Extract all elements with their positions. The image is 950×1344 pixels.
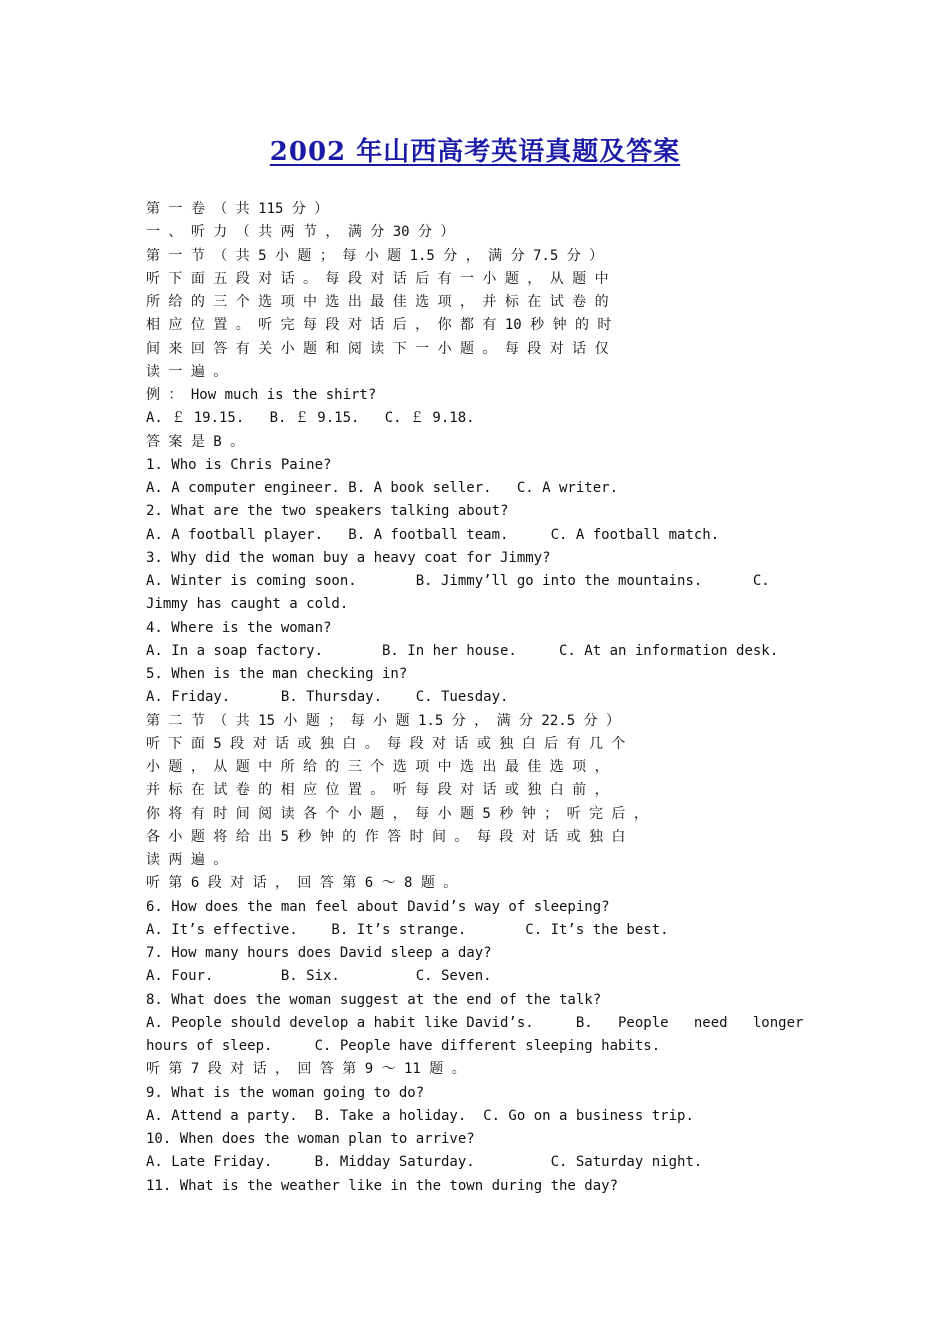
text-line: A. It’s effective. B. It’s strange. C. It’s the best. xyxy=(146,921,669,938)
text-line: Jimmy has caught a cold. xyxy=(146,596,349,613)
text-line: 7. How many hours does David sleep a day? xyxy=(146,945,492,961)
text-line: A. Four. B. Six. C. Seven. xyxy=(146,968,492,985)
text-line: 11. What is the weather like in the town during the day? xyxy=(146,1177,619,1194)
text-line: A. Attend a party. B. Take a holiday. C. Go on a business trip. xyxy=(146,1107,694,1124)
text-line: 3. Why did the woman buy a heavy coat for Jimmy? xyxy=(146,549,551,566)
text-line: 2. What are the two speakers talking about? xyxy=(146,503,509,520)
text-line: A. A computer engineer. B. A book seller. C. A writer. xyxy=(146,480,619,496)
text-line: A. ￡ 19.15. B. ￡ 9.15. C. ￡ 9.18. xyxy=(146,410,475,427)
text-line: 读 两 遍 。 xyxy=(146,852,228,868)
text-line: 你 将 有 时 间 阅 读 各 个 小 题 ， 每 小 题 5 秒 钟 ； 听 完 后 ， xyxy=(146,805,648,822)
text-line: 6. How does the man feel about David’s way of sleeping? xyxy=(146,898,610,915)
text-line: 所 给 的 三 个 选 项 中 选 出 最 佳 选 项 ， 并 标 在 试 卷 的 xyxy=(146,294,609,310)
text-line: A. Winter is coming soon. B. Jimmy’ll go into the mountains. C. xyxy=(146,573,770,589)
page-title: 2002 年山西高考英语真题及答案 xyxy=(269,137,681,167)
text-line: 第 一 卷 （ 共 115 分 ） xyxy=(146,201,329,217)
text-line: A. In a soap factory. B. In her house. C. At an information desk. xyxy=(146,642,779,659)
text-line: 听 第 7 段 对 话 ， 回 答 第 9 ～ 11 题 。 xyxy=(146,1061,466,1078)
text-line: A. Late Friday. B. Midday Saturday. C. Saturday night. xyxy=(146,1154,703,1171)
text-line: 1. Who is Chris Paine? xyxy=(146,456,332,473)
text-line: 5. When is the man checking in? xyxy=(146,666,408,682)
text-line: 间 来 回 答 有 关 小 题 和 阅 读 下 一 小 题 。 每 段 对 话 仅 xyxy=(146,340,609,357)
text-line: 各 小 题 将 给 出 5 秒 钟 的 作 答 时 间 。 每 段 对 话 或 独 白 xyxy=(146,828,626,845)
text-line: 答 案 是 B 。 xyxy=(146,433,245,450)
text-line: 读 一 遍 。 xyxy=(146,363,228,380)
text-line: 10. When does the woman plan to arrive? xyxy=(146,1131,475,1147)
text-line: 第 一 节 （ 共 5 小 题 ； 每 小 题 1.5 分 ， 满 分 7.5 分 ） xyxy=(146,247,604,264)
text-line: 9. What is the woman going to do? xyxy=(146,1084,425,1101)
text-line: 第 二 节 （ 共 15 小 题 ； 每 小 题 1.5 分 ， 满 分 22.5 分 ） xyxy=(146,712,621,729)
text-line: A. A football player. B. A football team. C. A football match. xyxy=(146,526,720,543)
text-line: 4. Where is the woman? xyxy=(146,619,332,636)
exam-body xyxy=(146,198,826,1198)
text-line: 听 下 面 五 段 对 话 。 每 段 对 话 后 有 一 小 题 ， 从 题 中 xyxy=(146,270,609,287)
text-line: 听 下 面 5 段 对 话 或 独 白 。 每 段 对 话 或 独 白 后 有 几 个 xyxy=(146,735,626,752)
text-line: 8. What does the woman suggest at the end of the talk? xyxy=(146,991,602,1008)
text-line: 听 第 6 段 对 话 ， 回 答 第 6 ～ 8 题 。 xyxy=(146,875,458,892)
text-line: 小 题 ， 从 题 中 所 给 的 三 个 选 项 中 选 出 最 佳 选 项 ， xyxy=(146,759,609,775)
text-line: A. Friday. B. Thursday. C. Tuesday. xyxy=(146,689,509,706)
text-line: 例 ： How much is the shirt? xyxy=(146,387,377,403)
text-line: 相 应 位 置 。 听 完 每 段 对 话 后 ， 你 都 有 10 秒 钟 的 时 xyxy=(146,317,612,334)
text-line: 并 标 在 试 卷 的 相 应 位 置 。 听 每 段 对 话 或 独 白 前 ， xyxy=(146,782,609,799)
text-line: A. People should develop a habit like David’s. B. People need longer xyxy=(146,1014,804,1031)
text-line: 一 、 听 力 （ 共 两 节 ， 满 分 30 分 ） xyxy=(146,224,455,241)
text-line: hours of sleep. C. People have different sleeping habits. xyxy=(146,1038,661,1054)
